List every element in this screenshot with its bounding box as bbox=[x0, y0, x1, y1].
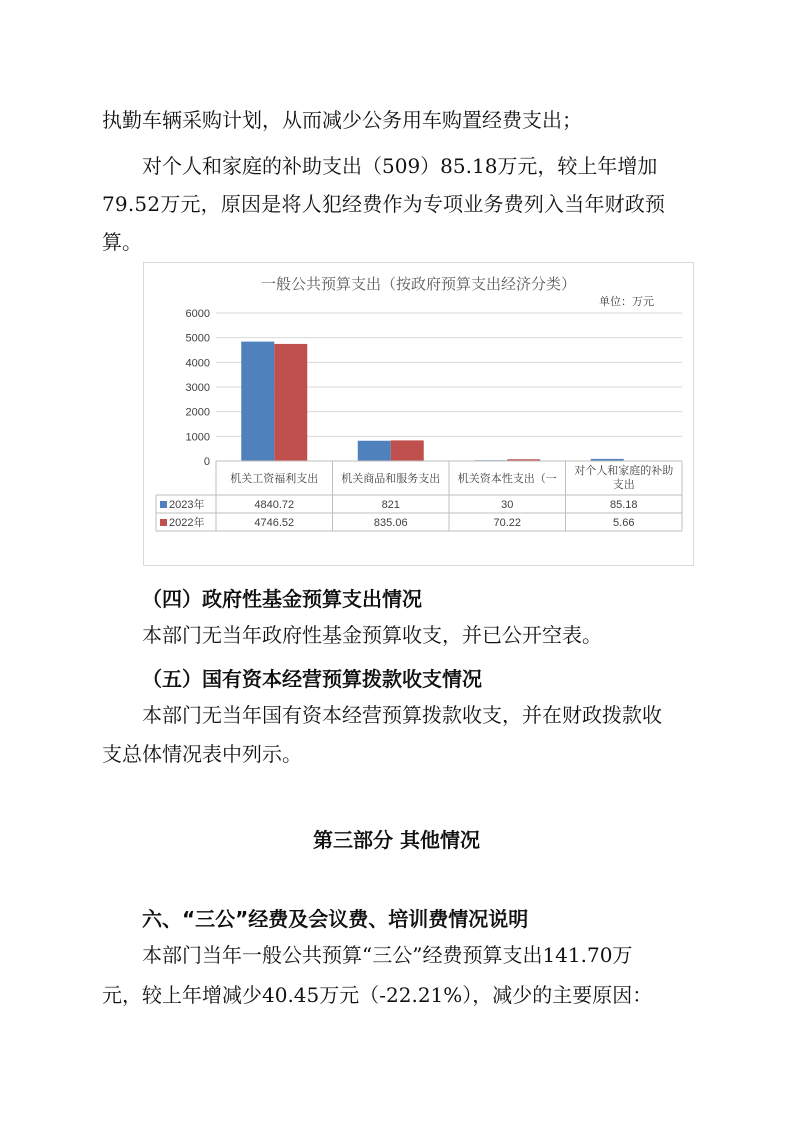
y-tick-label: 4000 bbox=[185, 357, 210, 370]
section-heading: （四）政府性基金预算支出情况 bbox=[142, 587, 422, 611]
data-label: 4840.72 bbox=[254, 499, 295, 511]
paragraph-line: 算。 bbox=[102, 230, 142, 254]
paragraph-line: 执勤车辆采购计划，从而减少公务用车购置经费支出； bbox=[102, 108, 582, 132]
chart-unit-label: 单位：万元 bbox=[599, 295, 654, 308]
y-tick-label: 1000 bbox=[185, 431, 210, 444]
category-label: 机关商品和服务支出 bbox=[341, 473, 441, 485]
bar bbox=[274, 344, 307, 461]
legend-swatch bbox=[160, 501, 167, 508]
section-body: 本部门当年一般公共预算“三公”经费预算支出141.70万 bbox=[142, 943, 633, 967]
section-body: 元，较上年增减少40.45万元（-22.21%），减少的主要原因： bbox=[102, 983, 653, 1007]
legend-swatch bbox=[160, 519, 167, 526]
data-label: 30 bbox=[501, 499, 514, 511]
category-label: 支出 bbox=[612, 479, 635, 491]
data-label: 835.06 bbox=[373, 517, 408, 529]
bar bbox=[391, 440, 424, 461]
section-body: 本部门无当年政府性基金预算收支，并已公开空表。 bbox=[142, 623, 602, 647]
chart-canvas bbox=[144, 263, 693, 565]
data-label: 821 bbox=[381, 499, 400, 511]
section-body: 本部门无当年国有资本经营预算拨款收支，并在财政拨款收 bbox=[142, 703, 662, 727]
paragraph-line: 79.52万元，原因是将人犯经费作为专项业务费列入当年财政预 bbox=[102, 192, 666, 216]
bar-chart bbox=[143, 262, 694, 566]
y-tick-label: 3000 bbox=[185, 382, 210, 394]
bar bbox=[358, 441, 391, 461]
category-label: 机关资本性支出（一 bbox=[457, 473, 557, 485]
section-heading: （五）国有资本经营预算拨款收支情况 bbox=[142, 667, 482, 691]
data-label: 5.66 bbox=[613, 517, 635, 529]
paragraph-line: 对个人和家庭的补助支出（509）85.18万元，较上年增加 bbox=[142, 154, 658, 178]
y-tick-label: 2000 bbox=[185, 406, 210, 419]
data-label: 4746.52 bbox=[254, 517, 295, 529]
chart-title: 一般公共预算支出（按政府预算支出经济分类） bbox=[260, 275, 576, 293]
section-body: 支总体情况表中列示。 bbox=[102, 742, 302, 766]
y-tick-label: 6000 bbox=[185, 308, 210, 320]
y-tick-label: 5000 bbox=[185, 332, 210, 345]
legend-label: 2023年 bbox=[169, 499, 205, 511]
category-label: 机关工资福利支出 bbox=[230, 473, 319, 485]
category-label: 对个人和家庭的补助 bbox=[574, 465, 674, 477]
bar bbox=[241, 342, 274, 461]
part-title: 第三部分 其他情况 bbox=[313, 828, 480, 852]
section-heading: 六、“三公”经费及会议费、培训费情况说明 bbox=[142, 907, 529, 931]
data-label: 70.22 bbox=[493, 517, 522, 529]
data-label: 85.18 bbox=[609, 499, 638, 511]
y-tick-label: 0 bbox=[203, 456, 210, 468]
legend-label: 2022年 bbox=[169, 517, 205, 529]
